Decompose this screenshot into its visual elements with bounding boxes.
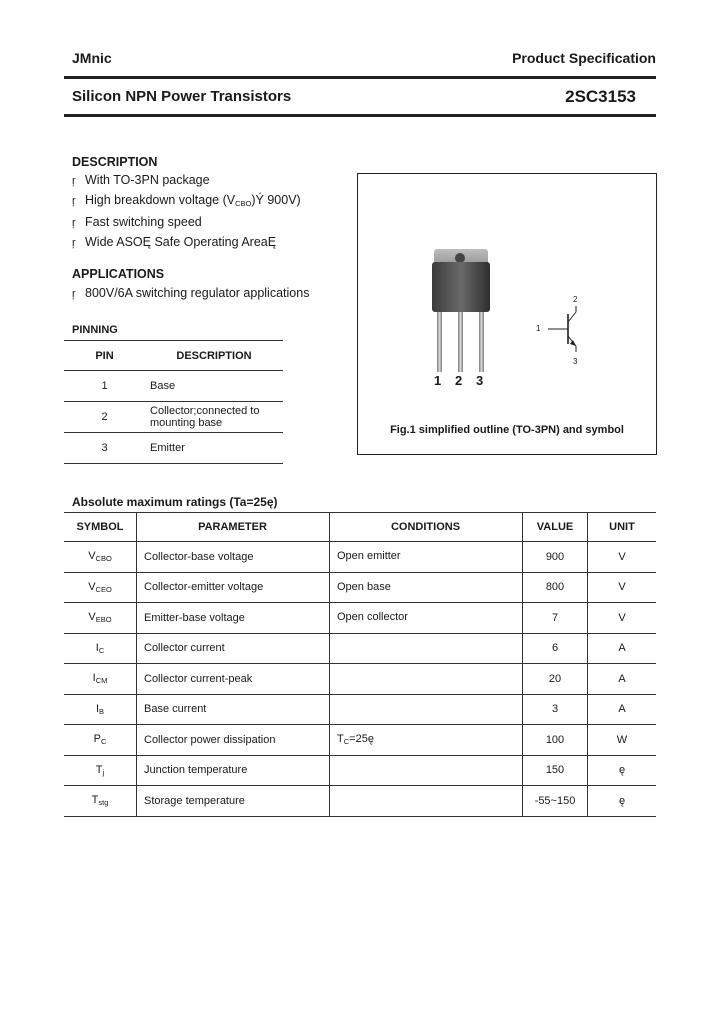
value-col-header: VALUE: [523, 513, 588, 542]
table-row: $P_C$ Collector power dissipation $T_C=25ę$ 100 W: [64, 725, 656, 756]
transistor-package-illustration: [358, 174, 656, 414]
package-pin-label: 2: [455, 373, 463, 388]
page-title: Silicon NPN Power Transistors: [72, 88, 292, 105]
ratings-table: [64, 512, 656, 817]
pinning-header-row: [64, 341, 283, 371]
symbol-collector-label: 2: [573, 295, 578, 304]
description-item: ŗ Wide ASOĘ Safe Operating AreaĘ: [72, 233, 301, 253]
applications-list: [72, 284, 309, 304]
description-list: [72, 171, 301, 253]
header-rule-top: [64, 76, 656, 79]
description-item: ŗ High breakdown voltage $(V_{CBO})Ý$ 900V): [72, 191, 301, 213]
ratings-header-row: [64, 513, 656, 542]
desc-col-header: DESCRIPTION: [145, 341, 283, 371]
bullet-icon: ŗ: [72, 217, 76, 229]
applications-heading: APPLICATIONS: [72, 267, 165, 281]
ratings-heading: Absolute maximum ratings (Ta=25ę): [72, 495, 278, 509]
table-row: 2 Collector;connected to mounting base: [64, 402, 283, 433]
table-row: $V_{CBO}$ Collector-base voltage Open emitter 900 V: [64, 542, 656, 573]
brand-name: JMnic: [72, 50, 112, 66]
spec-label: Product Specification: [512, 50, 656, 66]
pinning-table: [64, 340, 283, 464]
description-item: ŗ With TO-3PN package: [72, 171, 301, 191]
bullet-icon: ŗ: [72, 175, 76, 187]
package-pin-label: 1: [434, 373, 442, 388]
table-row: $I_{CM}$ Collector current-peak 20 A: [64, 664, 656, 695]
bullet-icon: ŗ: [72, 288, 76, 300]
symbol-emitter-label: 3: [573, 357, 578, 366]
table-row: $T_{stg}$ Storage temperature -55~150 ę: [64, 786, 656, 817]
figure-caption: Fig.1 simplified outline (TO-3PN) and symbol: [390, 424, 624, 436]
table-row: 3 Emitter: [64, 433, 283, 464]
symbol-base-label: 1: [536, 324, 541, 333]
symbol-col-header: SYMBOL: [64, 513, 137, 542]
pin-col-header: PIN: [64, 341, 145, 371]
table-row: 1 Base: [64, 371, 283, 402]
description-item: ŗ Fast switching speed: [72, 213, 301, 233]
figure-box: [357, 173, 657, 455]
application-item: ŗ 800V/6A switching regulator applications: [72, 284, 309, 304]
unit-col-header: UNIT: [588, 513, 657, 542]
bullet-icon: ŗ: [72, 237, 76, 249]
table-row: $V_{CEO}$ Collector-emitter voltage Open base 800 V: [64, 572, 656, 603]
bullet-icon: ŗ: [72, 195, 76, 207]
table-row: $T_j$ Junction temperature 150 ę: [64, 755, 656, 786]
package-pin-label: 3: [476, 373, 484, 388]
parameter-col-header: PARAMETER: [137, 513, 330, 542]
description-heading: DESCRIPTION: [72, 155, 158, 169]
table-row: $I_C$ Collector current 6 A: [64, 633, 656, 664]
pinning-heading: PINNING: [72, 324, 118, 336]
header-rule-bottom: [64, 114, 656, 117]
table-row: $I_B$ Base current 3 A: [64, 694, 656, 725]
conditions-col-header: CONDITIONS: [330, 513, 523, 542]
table-row: $V_{EBO}$ Emitter-base voltage Open collector 7 V: [64, 603, 656, 634]
part-number: 2SC3153: [565, 87, 636, 106]
